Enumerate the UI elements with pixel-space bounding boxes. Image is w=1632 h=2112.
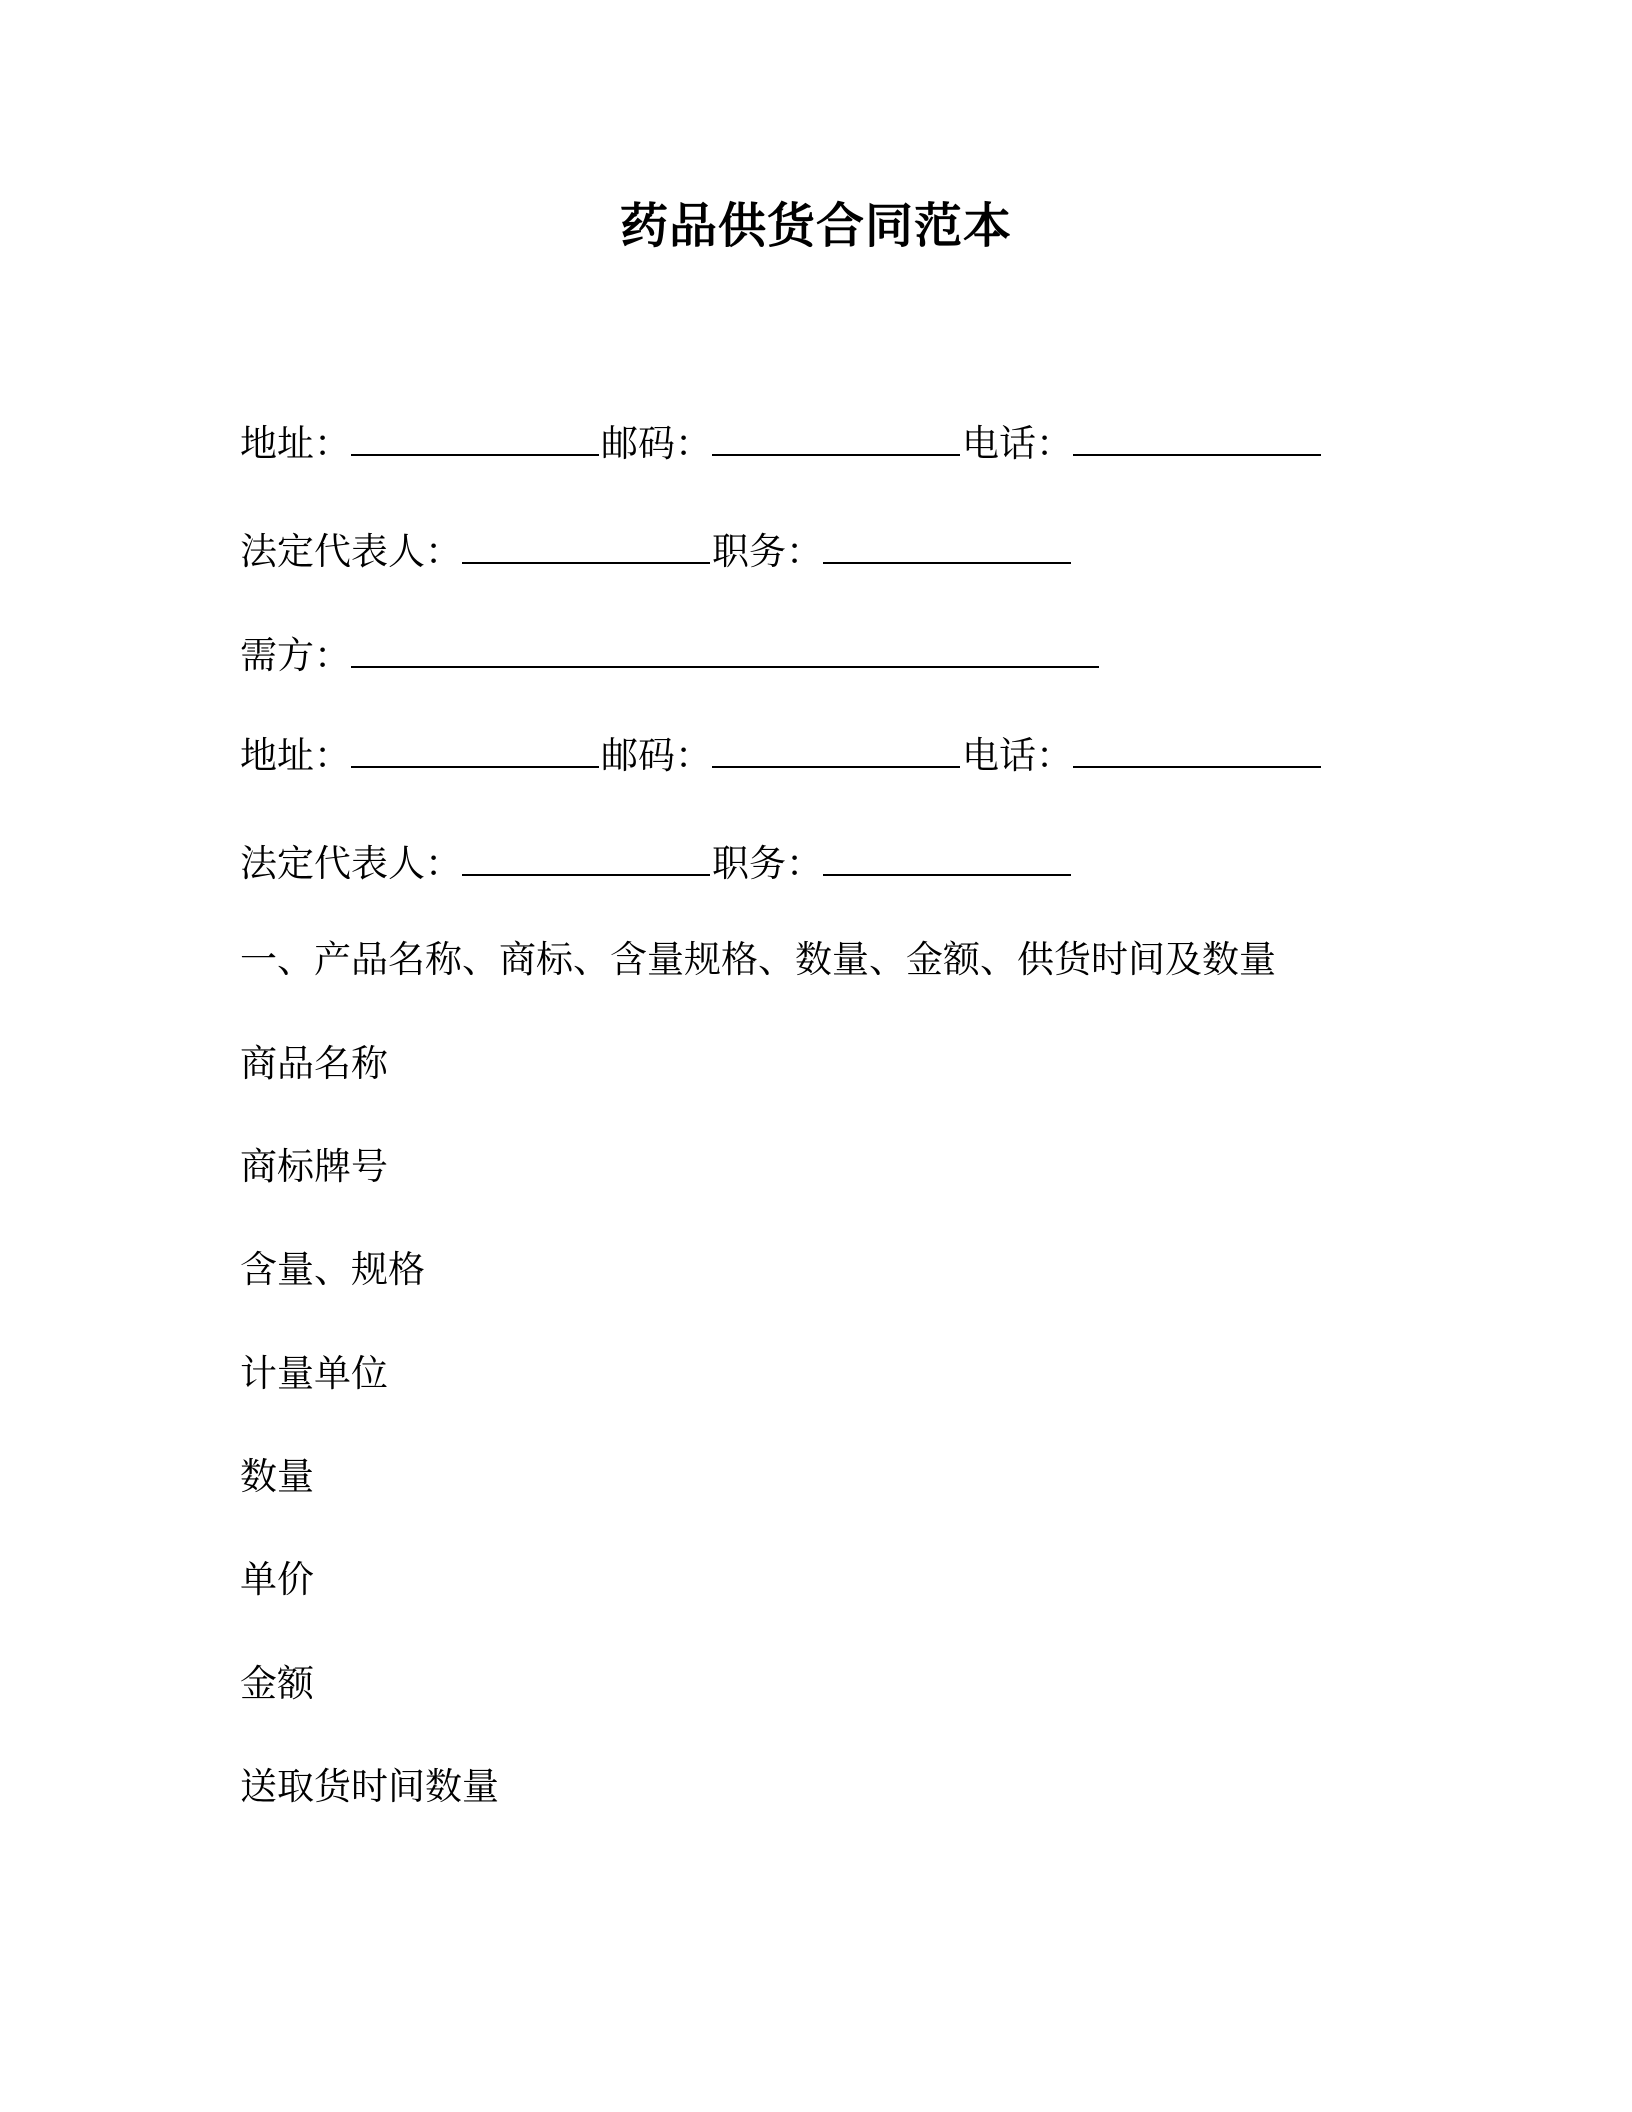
supplier-address-label: 地址： [240,422,351,465]
supplier-legal-rep-line [240,528,1073,576]
buyer-postcode-label: 邮码： [601,734,712,777]
document-title: 药品供货合同范本 [619,198,1012,254]
section1-item-unit-price: 单价 [240,1558,314,1601]
section1-item-content-spec: 含量、规格 [240,1248,425,1291]
buyer-label: 需方： [240,634,351,677]
buyer-legal-rep-label: 法定代表人： [240,842,462,885]
section1-item-unit: 计量单位 [240,1352,388,1395]
section1-item-product-name: 商品名称 [240,1042,388,1085]
supplier-legal-rep-blank [462,528,710,564]
section1-item-trademark: 商标牌号 [240,1145,388,1188]
buyer-legal-rep-blank [462,840,710,876]
buyer-address-blank [351,732,599,768]
buyer-phone-blank [1073,732,1321,768]
buyer-address-line [240,732,1323,780]
buyer-postcode-blank [712,732,960,768]
supplier-phone-blank [1073,420,1321,456]
buyer-blank [351,632,1099,668]
supplier-address-blank [351,420,599,456]
supplier-address-line [240,420,1323,468]
supplier-postcode-blank [712,420,960,456]
buyer-position-label: 职务： [712,842,823,885]
section1-item-amount: 金额 [240,1662,314,1705]
supplier-postcode-label: 邮码： [601,422,712,465]
section1-item-quantity: 数量 [240,1455,314,1498]
buyer-position-blank [823,840,1071,876]
supplier-legal-rep-label: 法定代表人： [240,530,462,573]
supplier-phone-label: 电话： [962,422,1073,465]
supplier-position-blank [823,528,1071,564]
section1-heading: 一、产品名称、商标、含量规格、数量、金额、供货时间及数量 [240,938,1276,981]
buyer-legal-rep-line [240,840,1073,888]
section1-item-delivery: 送取货时间数量 [240,1765,499,1808]
buyer-address-label: 地址： [240,734,351,777]
buyer-line [240,632,1101,680]
buyer-phone-label: 电话： [962,734,1073,777]
supplier-position-label: 职务： [712,530,823,573]
